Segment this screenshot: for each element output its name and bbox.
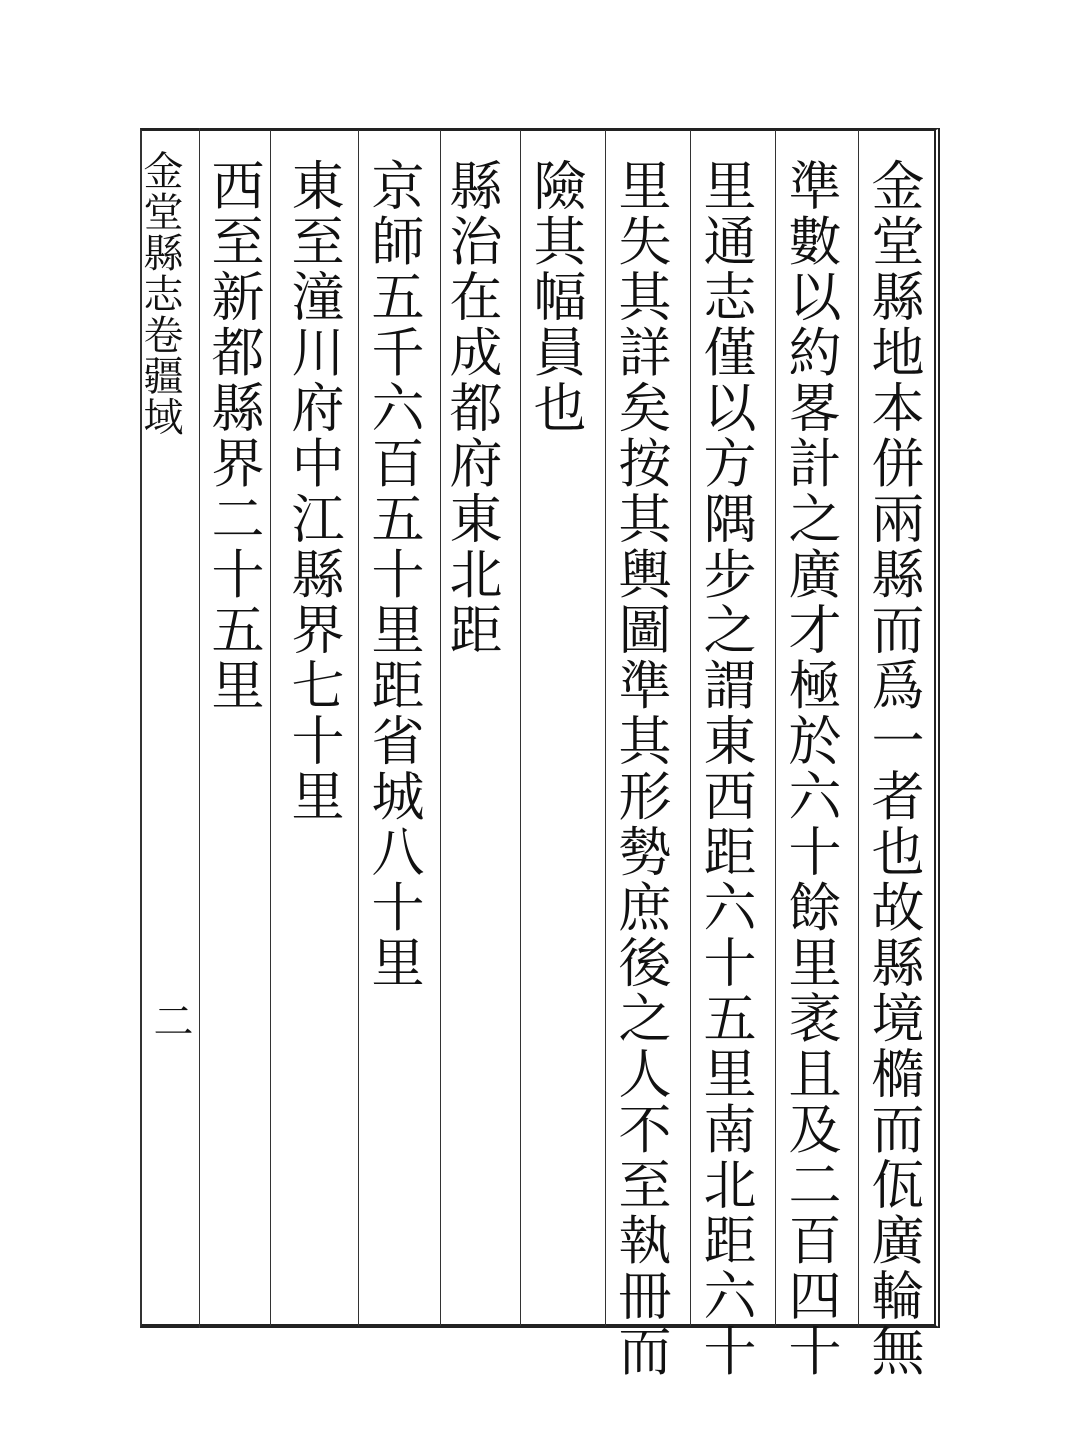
column-rule bbox=[270, 130, 271, 1326]
column-rule bbox=[858, 130, 859, 1326]
spine-title: 金堂縣志 bbox=[137, 150, 183, 314]
text-column-8: 東至潼川府中江縣界七十里 bbox=[283, 158, 344, 824]
folio-number: 二 bbox=[147, 1000, 193, 1040]
text-column-7: 京師五千六百五十里距省城八十里 bbox=[363, 158, 424, 991]
text-column-1: 金堂縣地本併兩縣而爲一者也故縣境橢而佤廣輪無 bbox=[863, 158, 924, 1379]
spine-section: 疆域 bbox=[137, 355, 183, 437]
text-column-9: 西至新都縣界二十五里 bbox=[203, 158, 264, 713]
column-rule bbox=[358, 130, 359, 1326]
column-rule bbox=[690, 130, 691, 1326]
column-rule bbox=[775, 130, 776, 1326]
spine-volume: 卷 bbox=[137, 314, 183, 355]
text-column-5: 險其幅員也 bbox=[525, 158, 586, 436]
text-column-3: 里通志僅以方隅步之謂東西距六十五里南北距六十 bbox=[695, 158, 756, 1379]
spine-header bbox=[137, 150, 198, 437]
column-rule bbox=[520, 130, 521, 1326]
text-column-6: 縣治在成都府東北距 bbox=[441, 158, 502, 658]
text-column-2: 準數以約畧計之廣才極於六十餘里袤且及二百四十 bbox=[780, 158, 841, 1379]
column-rule bbox=[605, 130, 606, 1326]
text-column-4: 里失其詳矣按其輿圖準其形勢庶後之人不至執冊而 bbox=[610, 158, 671, 1379]
